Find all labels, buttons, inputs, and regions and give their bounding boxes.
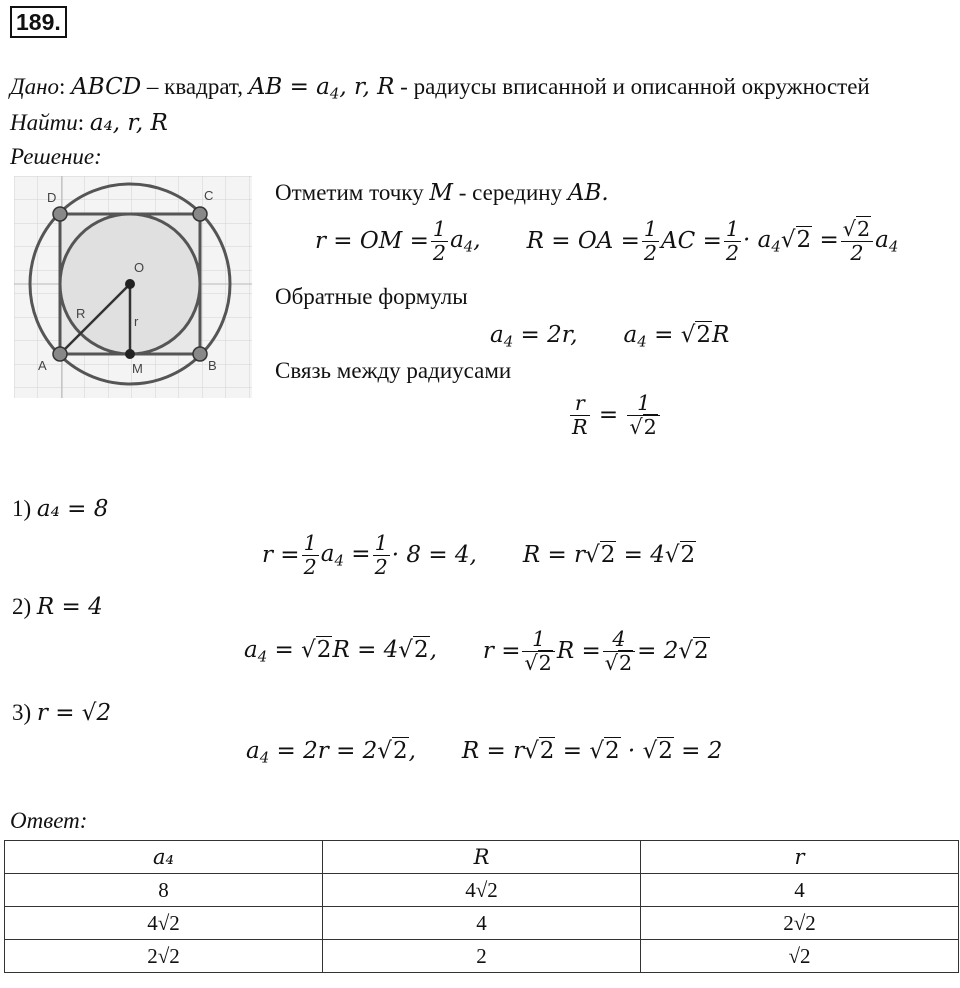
given-side: AB = $a_4$, r, R <box>248 74 395 103</box>
label-d: D <box>47 190 57 205</box>
answer-table <box>4 840 959 973</box>
table-cell: 8 <box>5 874 323 907</box>
table-cell: 4√2 <box>5 907 323 940</box>
table-row <box>5 874 959 907</box>
table-cell: 4√2 <box>323 874 641 907</box>
point-o <box>125 279 135 289</box>
relation-label: Связь между радиусами <box>275 358 512 383</box>
given-square: ABCD <box>71 74 142 100</box>
case-2-header: 2) R = 4 <box>12 594 103 620</box>
label-r-big: R <box>76 306 86 321</box>
radius-formulas: r = OM = $\frac{1}{2}$ $a_4$, R = OA = $\frac{1}{2}$ AC = $\frac{1}{2}$ · $a_4√2$ = $\frac{√2}{2}$ $a_4$ <box>315 217 899 265</box>
geometry-figure <box>14 176 252 398</box>
table-cell: 4 <box>323 907 641 940</box>
given-label: Дано <box>10 74 60 99</box>
back-formulas-label: Обратные формулы <box>275 284 468 309</box>
table-cell: 2√2 <box>641 907 959 940</box>
point-m <box>125 349 135 359</box>
label-m: M <box>132 361 143 376</box>
table-cell: 2 <box>323 940 641 973</box>
point-d <box>53 207 67 221</box>
case-2-formula: $a_4 = √2R = 4√2$, r = $\frac{1}{√2}$ R = $\frac{4}{√2}$ = 2√2 <box>244 627 709 675</box>
solution-label: Решение: <box>10 144 102 169</box>
case-1-formula: r = $\frac{1}{2}$ $a_4$ = $\frac{1}{2}$ · 8 = 4, R = r√2 = 4√2 <box>262 531 696 579</box>
label-o: O <box>134 260 145 275</box>
table-header-row <box>5 841 959 874</box>
table-cell: 4 <box>641 874 959 907</box>
point-c <box>193 207 207 221</box>
table-cell: 2√2 <box>5 940 323 973</box>
given-radii-text: - радиусы вписанной и описанной окружностей <box>400 74 870 99</box>
given-line: Дано: ABCD – квадрат, AB = $a_4$, r, R - радиусы вписанной и описанной окружностей <box>10 74 870 103</box>
find-label: Найти <box>10 110 78 135</box>
header-r-big: R <box>323 841 641 874</box>
header-r-small: r <box>641 841 959 874</box>
case-3-header: 3) r = √2 <box>12 700 112 726</box>
midpoint-text: Отметим точку M - середину AB. <box>275 180 609 206</box>
find-values: a₄, r, R <box>89 110 168 136</box>
table-cell: √2 <box>641 940 959 973</box>
problem-number: 189. <box>10 6 67 38</box>
label-a: A <box>38 358 47 373</box>
relation-formula: $\frac{r}{R}$ = $\frac{1}{√2}$ <box>568 392 662 439</box>
table-row <box>5 907 959 940</box>
case-3-formula: $a_4 = 2r = 2√2$, R = r√2 = √2 · √2 = 2 <box>246 738 723 767</box>
label-r-small: r <box>134 314 139 329</box>
label-c: C <box>204 188 214 203</box>
find-line: Найти: a₄, r, R <box>10 110 168 136</box>
point-a <box>53 347 67 361</box>
label-b: B <box>208 358 217 373</box>
answer-label: Ответ: <box>10 808 88 833</box>
point-b <box>193 347 207 361</box>
given-square-text: – квадрат, <box>146 74 243 99</box>
case-1-header: 1) a₄ = 8 <box>12 496 109 522</box>
header-a4: a₄ <box>5 841 323 874</box>
back-formulas: $a_4 = 2r$, $a_4 = √2R$ <box>490 322 730 351</box>
table-row <box>5 940 959 973</box>
